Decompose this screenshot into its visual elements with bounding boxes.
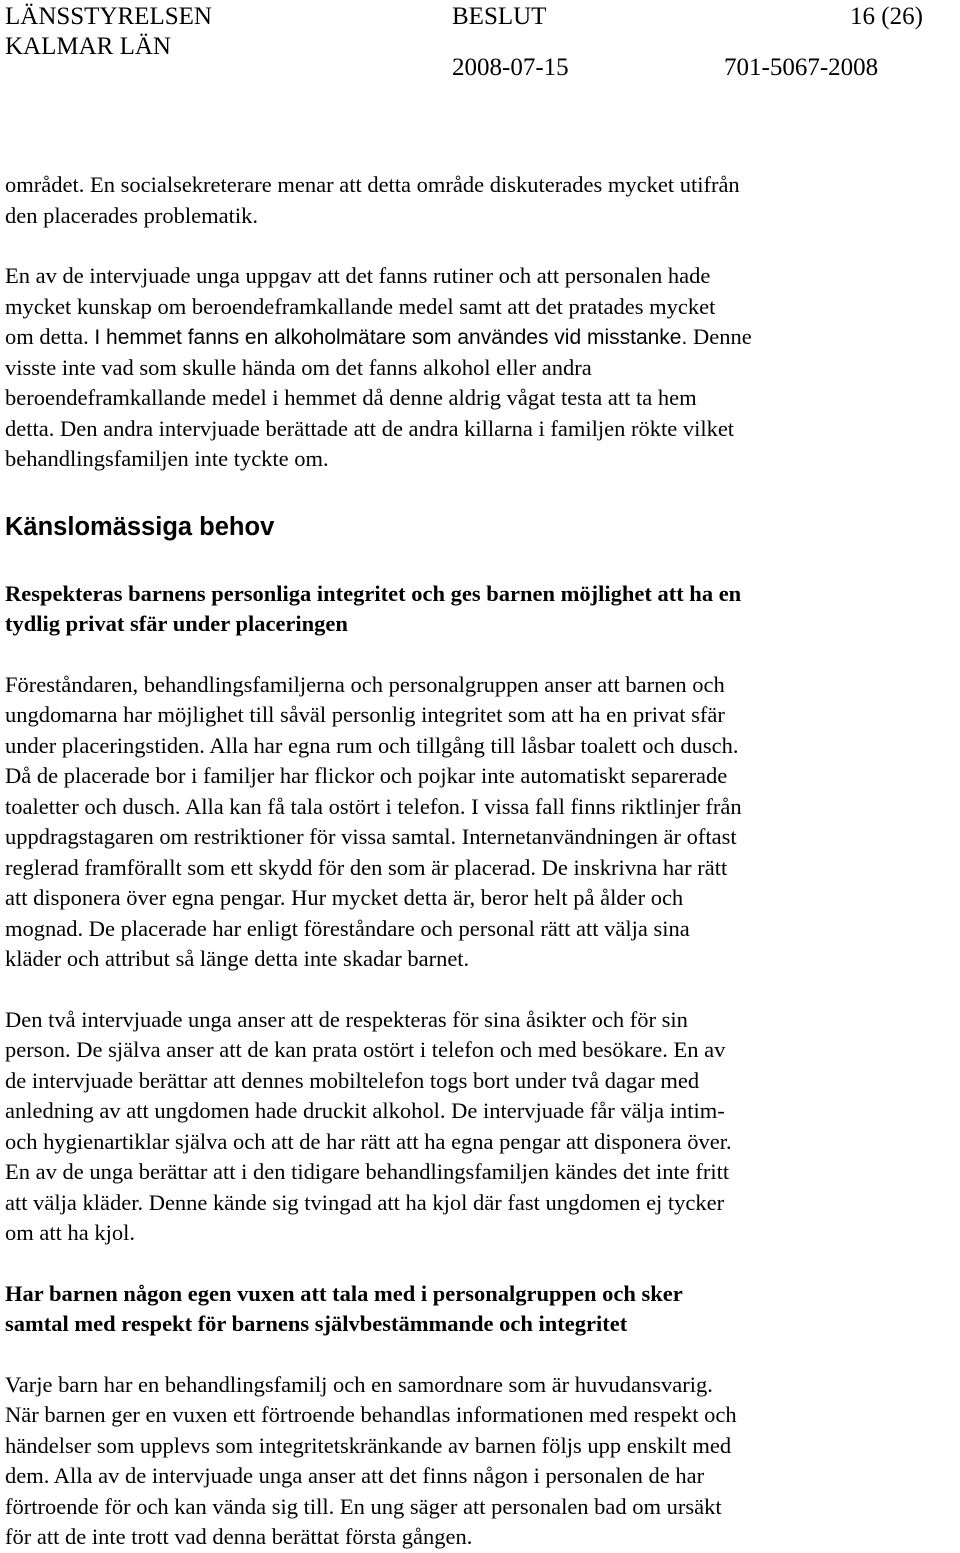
- header-page-number: 16 (26): [850, 3, 923, 30]
- text-fragment: om detta.: [5, 324, 95, 349]
- text-line: visste inte vad som skulle hända om det fanns alkohol eller andra: [5, 354, 592, 380]
- header-authority-line2: KALMAR LÄN: [5, 33, 171, 60]
- text-line: Har barnen någon egen vuxen att tala med i personalgruppen och sker: [5, 1280, 683, 1306]
- text-line: Varje barn har en behandlingsfamilj och en samordnare som är huvudansvarig.: [5, 1371, 713, 1397]
- text-line: toaletter och dusch. Alla kan få tala ostört i telefon. I vissa fall finns riktlinjer från: [5, 793, 742, 819]
- text-fragment: Denne: [687, 324, 752, 349]
- text-line: behandlingsfamiljen inte tyckte om.: [5, 446, 329, 471]
- text-fragment-sans: I hemmet fanns en alkoholmätare som användes vid misstanke.: [94, 326, 688, 349]
- text-line: under placeringstiden. Alla har egna rum och tillgång till låsbar toalett och dusch.: [5, 732, 739, 758]
- text-line: uppdragstagaren om restriktioner för vissa samtal. Internetanvändningen är oftast: [5, 824, 737, 849]
- text-line: för att de inte trott vad denna berättat första gången.: [5, 1524, 473, 1549]
- text-line: mognad. De placerade har enligt föreståndare och personal rätt att välja sina: [5, 915, 690, 941]
- question-heading-2: [5, 1279, 955, 1340]
- paragraph-3: [5, 670, 955, 975]
- text-line: reglerad framförallt som ett skydd för den som är placerad. De inskrivna har rätt: [5, 854, 728, 880]
- paragraph-5: [5, 1370, 955, 1553]
- text-line: [5, 322, 955, 353]
- text-line: händelser som upplevs som integritetskränkande av barnen följs upp enskilt med: [5, 1432, 732, 1458]
- section-heading: Känslomässiga behov: [5, 512, 275, 541]
- text-line: anledning av att ungdomen hade druckit alkohol. De intervjuade får välja intim-: [5, 1098, 725, 1123]
- text-line: mycket kunskap om beroendeframkallande medel samt att det pratades mycket: [5, 293, 716, 319]
- document-body: [5, 170, 955, 1553]
- text-line: person. De själva anser att de kan prata ostört i telefon och med besökare. En av: [5, 1037, 726, 1062]
- text-line: När barnen ger en vuxen ett förtroende behandlas informationen med respekt och: [5, 1402, 737, 1427]
- text-line: Den två intervjuade unga anser att de respekteras för sina åsikter och för sin: [5, 1006, 688, 1032]
- text-line: detta. Den andra intervjuade berättade att de andra killarna i familjen rökte vilket: [5, 415, 735, 441]
- text-line: samtal med respekt för barnens självbestämmande och integritet: [5, 1311, 628, 1336]
- text-line: förtroende för och kan vända sig till. En ung säger att personalen bad om ursäkt: [5, 1493, 722, 1519]
- text-line: området. En socialsekreterare menar att detta område diskuterades mycket utifrån: [5, 172, 740, 197]
- header-diary-number: 701-5067-2008: [724, 54, 879, 81]
- text-line: dem. Alla av de intervjuade unga anser att det finns någon i personalen de har: [5, 1463, 705, 1488]
- text-line: om att ha kjol.: [5, 1220, 135, 1245]
- text-line: att disponera över egna pengar. Hur mycket detta är, beror helt på ålder och: [5, 885, 684, 910]
- text-line: att välja kläder. Denne kände sig tvingad att ha kjol där fast ungdomen ej tycker: [5, 1189, 725, 1215]
- text-line: Föreståndaren, behandlingsfamiljerna och personalgruppen anser att barnen och: [5, 671, 725, 697]
- text-line: kläder och attribut så länge detta inte skadar barnet.: [5, 946, 470, 971]
- header-date: 2008-07-15: [452, 54, 569, 81]
- text-line: En av de unga berättar att i den tidigare behandlingsfamiljen kändes det inte fritt: [5, 1159, 730, 1184]
- text-line: tydlig privat sfär under placeringen: [5, 611, 348, 636]
- text-line: Då de placerade bor i familjer har flickor och pojkar inte automatiskt separerade: [5, 763, 728, 788]
- text-line: den placerades problematik.: [5, 202, 259, 228]
- text-line: och hygienartiklar själva och att de har rätt att ha egna pengar att disponera över.: [5, 1128, 732, 1154]
- paragraph-4: [5, 1005, 955, 1249]
- text-line: En av de intervjuade unga uppgav att det fanns rutiner och att personalen hade: [5, 263, 711, 288]
- text-line: beroendeframkallande medel i hemmet då denne aldrig vågat testa att ta hem: [5, 385, 697, 410]
- header-authority-line1: LÄNSSTYRELSEN: [5, 3, 212, 30]
- question-heading-1: [5, 579, 955, 640]
- paragraph-1: [5, 170, 955, 231]
- text-line: ungdomarna har möjlighet till såväl personlig integritet som att ha en privat sfär: [5, 702, 725, 727]
- text-line: Respekteras barnens personliga integritet och ges barnen möjlighet att ha en: [5, 580, 742, 606]
- text-line: de intervjuade berättar att dennes mobiltelefon togs bort under två dagar med: [5, 1067, 700, 1093]
- paragraph-2: [5, 261, 955, 475]
- header-doc-type: BESLUT: [452, 3, 547, 30]
